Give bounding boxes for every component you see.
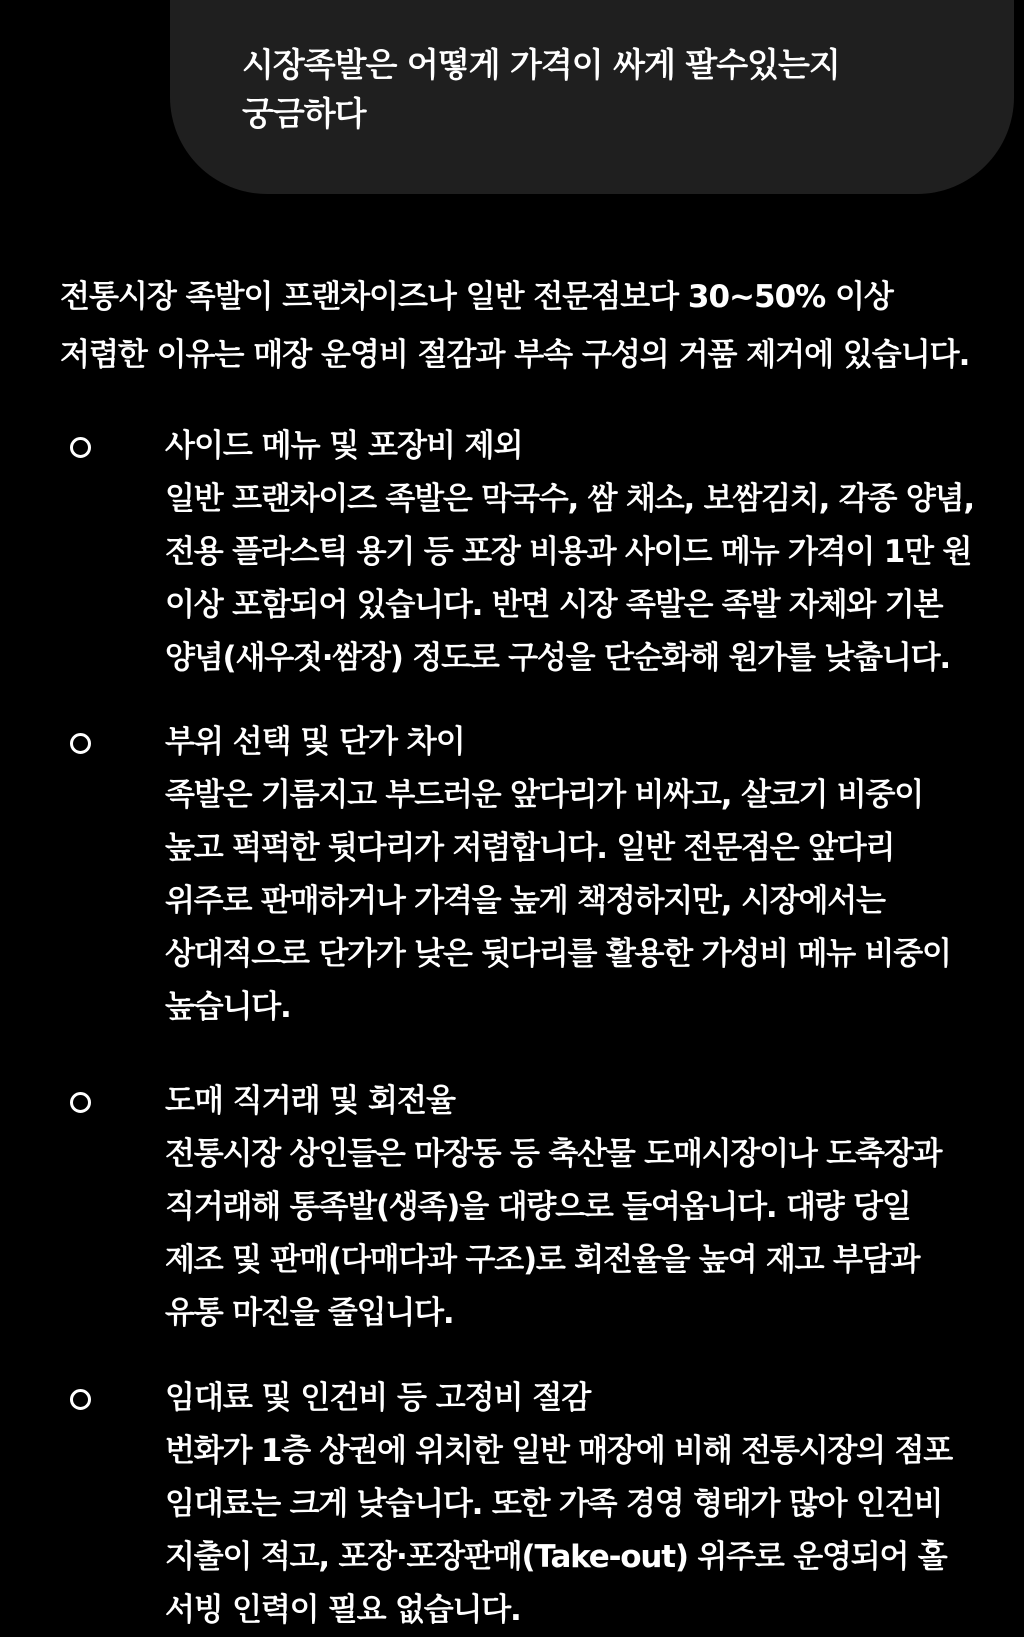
- section-body-line: 높고 퍽퍽한 뒷다리가 저렴합니다. 일반 전문점은 앞다리: [165, 830, 895, 866]
- section-title: 도매 직거래 및 회전율: [165, 1083, 455, 1119]
- section-body-line: 족발은 기름지고 부드러운 앞다리가 비싸고, 살코기 비중이: [165, 777, 924, 813]
- intro-line: 저렴한 이유는 매장 운영비 절감과 부속 구성의 거품 제거에 있습니다.: [60, 337, 970, 373]
- section-body-line: 위주로 판매하거나 가격을 높게 책정하지만, 시장에서는: [165, 883, 885, 919]
- section-title: 부위 선택 및 단가 차이: [165, 724, 465, 760]
- section-title: 사이드 메뉴 및 포장비 제외: [165, 428, 523, 464]
- user-message-line: 시장족발은 어떻게 가격이 싸게 팔수있는지: [242, 45, 840, 84]
- section-body-line: 서빙 인력이 필요 없습니다.: [165, 1592, 521, 1628]
- user-message-line: 궁금하다: [242, 94, 366, 133]
- section-body: [165, 473, 1010, 685]
- bullet-circle-icon: [70, 437, 91, 458]
- section-body-line: 전통시장 상인들은 마장동 등 축산물 도매시장이나 도축장과: [165, 1136, 942, 1172]
- section-body: [165, 769, 1010, 1034]
- section-body-line: 임대료는 크게 낮습니다. 또한 가족 경영 형태가 많아 인건비: [165, 1486, 943, 1522]
- section-body-line: 전용 플라스틱 용기 등 포장 비용과 사이드 메뉴 가격이 1만 원: [165, 534, 972, 570]
- section-body-line: 유통 마진을 줄입니다.: [165, 1295, 454, 1331]
- section-body-line: 양념(새우젓·쌈장) 정도로 구성을 단순화해 원가를 낮춥니다.: [165, 640, 950, 676]
- user-message-text: [242, 40, 954, 138]
- response-intro: [60, 268, 1010, 384]
- section-body: [165, 1128, 1010, 1340]
- section-body-line: 높습니다.: [165, 989, 291, 1025]
- section-body: [165, 1425, 1010, 1637]
- section-body-line: 제조 및 판매(다매다과 구조)로 회전율을 높여 재고 부담과: [165, 1242, 920, 1278]
- section-body-line: 일반 프랜차이즈 족발은 막국수, 쌈 채소, 보쌈김치, 각종 양념,: [165, 481, 974, 517]
- bullet-circle-icon: [70, 733, 91, 754]
- user-message-bubble: [170, 0, 1014, 194]
- section-body-line: 번화가 1층 상권에 위치한 일반 매장에 비해 전통시장의 점포: [165, 1433, 953, 1469]
- section-body-line: 상대적으로 단가가 낮은 뒷다리를 활용한 가성비 메뉴 비중이: [165, 936, 951, 972]
- section-body-line: 직거래해 통족발(생족)을 대량으로 들여옵니다. 대량 당일: [165, 1189, 911, 1225]
- intro-line: 전통시장 족발이 프랜차이즈나 일반 전문점보다 30~50% 이상: [60, 279, 893, 315]
- section-body-line: 이상 포함되어 있습니다. 반면 시장 족발은 족발 자체와 기본: [165, 587, 943, 623]
- section-body-line: 지출이 적고, 포장·포장판매(Take-out) 위주로 운영되어 홀: [165, 1539, 947, 1575]
- bullet-circle-icon: [70, 1389, 91, 1410]
- section-title: 임대료 및 인건비 등 고정비 절감: [165, 1380, 591, 1416]
- bullet-circle-icon: [70, 1092, 91, 1113]
